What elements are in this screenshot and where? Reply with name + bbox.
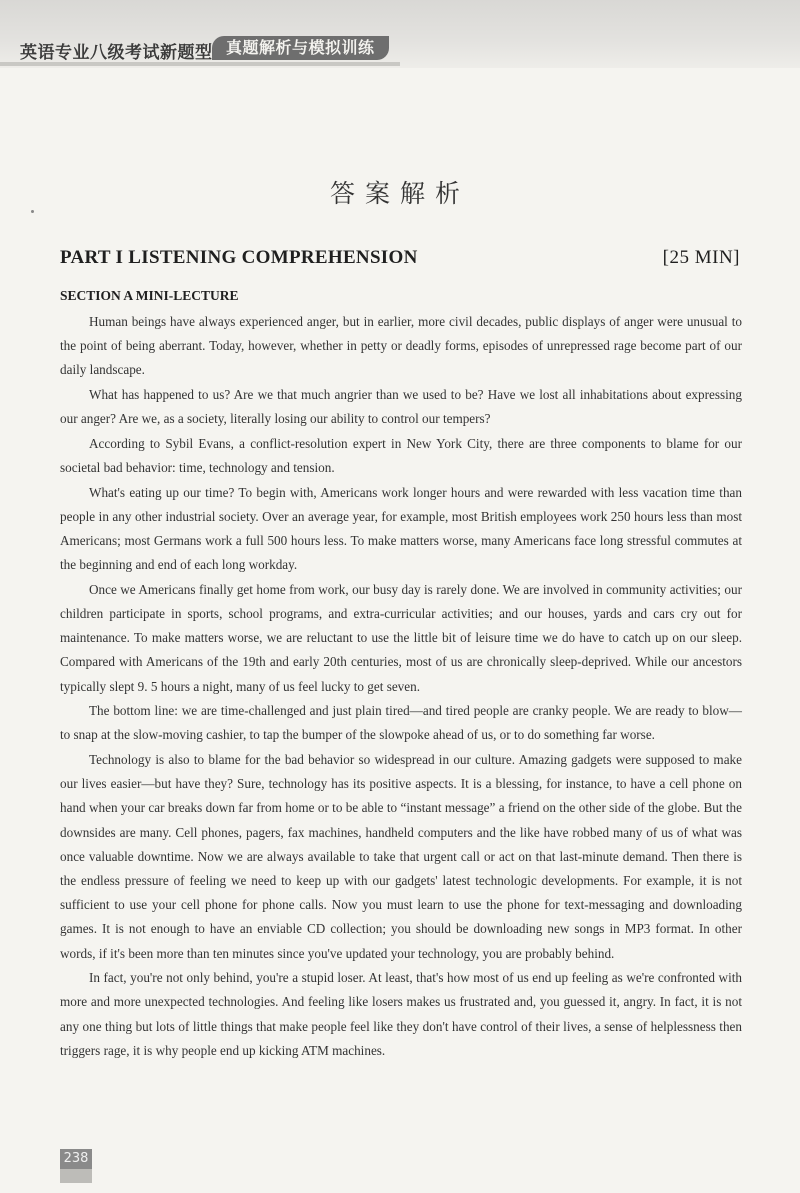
paragraph: What has happened to us? Are we that much angrier than we used to be? Have we lost all inhabitations about expressing our anger? Are we, as a society, literally losing our ability to control our tempers? <box>60 387 742 427</box>
paragraph: The bottom line: we are time-challenged and just plain tired—and tired people are cranky people. We are ready to blow—to snap at the slow-moving cashier, to tap the bumper of the slowpoke ahead of us, or to do something far worse. <box>60 703 742 743</box>
margin-mark <box>31 210 34 213</box>
paragraph: Technology is also to blame for the bad behavior so widespread in our culture. Amazing gadgets were supposed to make our lives easier—but have they? Sure, technology has its positive aspects. It is a blessing, for instance, to have a cell phone on hand when your car breaks down far from home or to be able to “instant message” a friend on the other side of the globe. But the downsides are many. Cell phones, pagers, fax machines, handheld computers and the like have robbed many of us of what was once valuable downtime. Now we are always available to take that urgent call or act on that last-minute demand. Then there is the endless pressure of feeling we need to keep up with our gadgets' latest technologic developments. For example, it is not sufficient to use your cell phone for phone calls. Now you must learn to use the phone for text-messaging and downloading games. It is not enough to have an enviable CD collection; you should be downloading new songs in MP3 format. In other words, if it's been more than ten minutes since you've updated your technology, you are probably behind. <box>60 752 742 961</box>
part-time-limit: [25 MIN] <box>662 247 740 268</box>
part-heading: PART I LISTENING COMPREHENSION <box>60 247 418 268</box>
lecture-transcript <box>60 310 742 1063</box>
book-title: 英语专业八级考试新题型 <box>20 43 213 63</box>
paragraph: In fact, you're not only behind, you're a stupid loser. At least, that's how most of us end up feeling as we're confronted with more and more unexpected technologies. And feeling like losers makes us frustrated and, you guessed it, angry. In fact, it is not any one thing but lots of little things that make people feel like they don't have control of their lives, a sense of helplessness then triggers rage, it is why people end up kicking ATM machines. <box>60 970 742 1058</box>
page-number-tab <box>60 1169 92 1183</box>
page-number: 238 <box>60 1149 92 1169</box>
paragraph: Human beings have always experienced anger, but in earlier, more civil decades, public displays of anger were unusual to the point of being aberrant. Today, however, whether in petty or deadly forms, episodes of unrepressed rage become part of our daily landscape. <box>60 314 742 378</box>
section-heading: SECTION A MINI-LECTURE <box>60 288 239 303</box>
page-title: 答案解析 <box>329 179 470 208</box>
paragraph: Once we Americans finally get home from work, our busy day is rarely done. We are involved in community activities; our children participate in sports, school programs, and extra-curricular activities; and our houses, yards and cars cry out for maintenance. To make matters worse, we are reluctant to use the little bit of leisure time we do have to catch up on our sleep. Compared with Americans of the 19th and early 20th centuries, most of us are chronically sleep-deprived. While our ancestors typically slept 9. 5 hours a night, many of us feel lucky to get seven. <box>60 581 742 694</box>
paragraph: What's eating up our time? To begin with, Americans work longer hours and were rewarded with less vacation time than people in any other industrial society. Over an average year, for example, most British employees work 250 hours less than most Americans; most Germans work a full 500 hours less. To make matters worse, many Americans face long stressful commutes at the beginning and end of each long workday. <box>60 484 742 573</box>
book-subtitle-tag: 真题解析与模拟训练 <box>212 36 389 60</box>
paragraph: According to Sybil Evans, a conflict-resolution expert in New York City, there are three components to blame for our societal bad behavior: time, technology and tension. <box>60 435 742 475</box>
